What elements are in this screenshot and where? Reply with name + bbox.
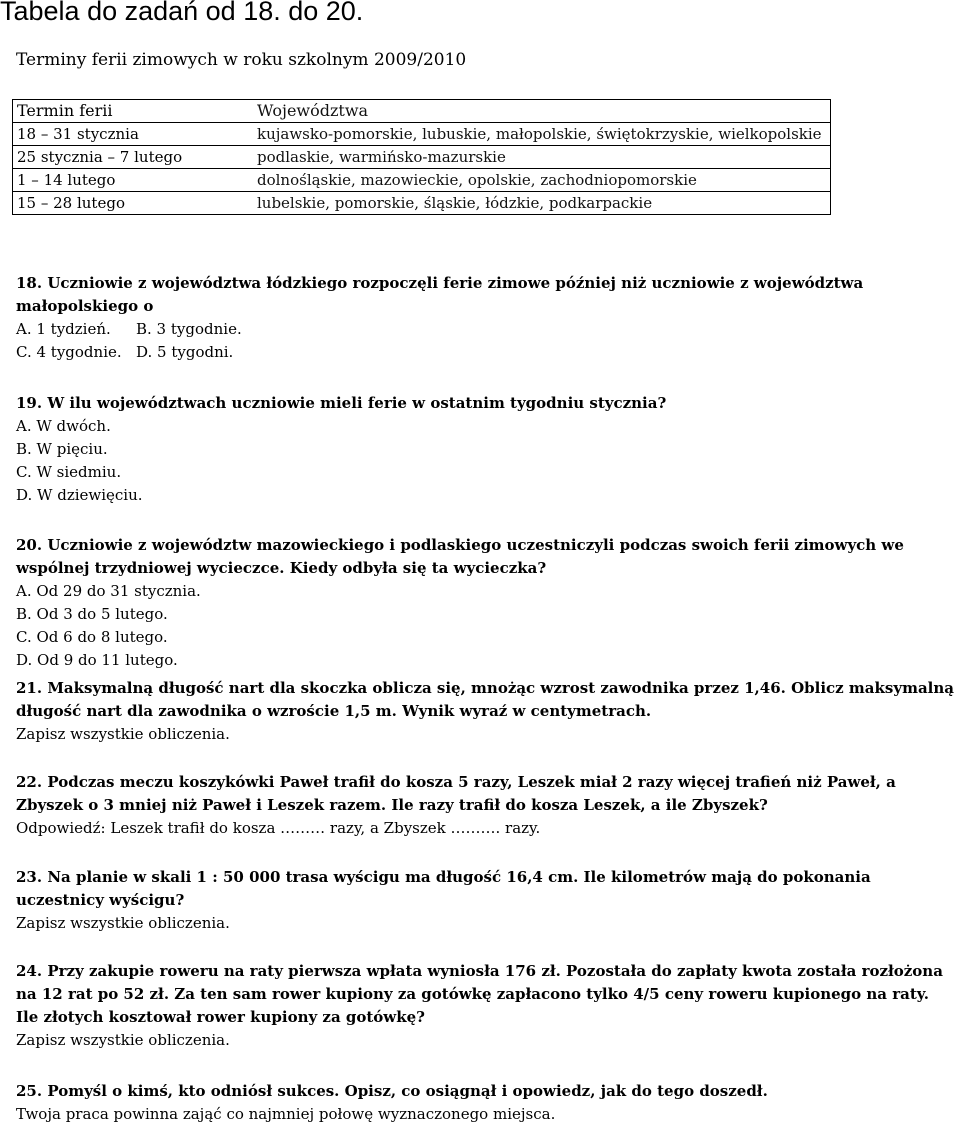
option-d: D. Od 9 do 11 lutego. — [16, 651, 178, 669]
instruction-note: Zapisz wszystkie obliczenia. — [16, 1031, 230, 1049]
voivodeships-cell: podlaskie, warmińsko-mazurskie — [253, 146, 831, 169]
question-21 — [16, 677, 956, 746]
holiday-terms-table — [12, 99, 831, 215]
option-b: B. W pięciu. — [16, 440, 108, 458]
question-text: 20. Uczniowie z województw mazowieckiego i podlaskiego uczestniczyli podczas swoich ferii zimowych we wspólnej trzydniowej wycieczce. Kiedy odbyła się ta wycieczka? — [16, 536, 904, 577]
options-row — [16, 341, 896, 364]
question-text: 19. W ilu województwach uczniowie mieli ferie w ostatnim tygodniu stycznia? — [16, 394, 667, 412]
voivodeships-cell: lubelskie, pomorskie, śląskie, łódzkie, podkarpackie — [253, 192, 831, 215]
answer-line: Odpowiedź: Leszek trafił do kosza ……… razy, a Zbyszek ………. razy. — [16, 819, 541, 837]
instruction-note: Twoja praca powinna zająć co najmniej połowę wyznaczonego miejsca. — [16, 1105, 556, 1123]
voivodeships-cell: dolnośląskie, mazowieckie, opolskie, zachodniopomorskie — [253, 169, 831, 192]
question-19 — [16, 392, 936, 507]
option-a: A. W dwóch. — [16, 417, 111, 435]
question-text: 23. Na planie w skali 1 : 50 000 trasa wyścigu ma długość 16,4 cm. Ile kilometrów mają do pokonania uczestnicy wyścigu? — [16, 868, 871, 909]
question-24 — [16, 960, 951, 1052]
voivodeships-cell: kujawsko-pomorskie, lubuskie, małopolskie, świętokrzyskie, wielkopolskie — [253, 123, 831, 146]
question-20 — [16, 534, 951, 672]
question-text: 24. Przy zakupie roweru na raty pierwsza wpłata wyniosła 176 zł. Pozostała do zapłaty kwota została rozłożona na 12 rat po 52 zł. Za ten sam rower kupiony za gotówkę zapłacono tylko 4/5 ceny roweru kupionego na raty. Ile złotych kosztował rower kupiony za gotówkę? — [16, 962, 943, 1026]
page-title: Tabela do zadań od 18. do 20. — [0, 0, 364, 26]
instruction-note: Zapisz wszystkie obliczenia. — [16, 914, 230, 932]
option-c: C. Od 6 do 8 lutego. — [16, 628, 168, 646]
question-23 — [16, 866, 951, 935]
term-cell: 15 – 28 lutego — [13, 192, 254, 215]
option-b: B. Od 3 do 5 lutego. — [16, 605, 168, 623]
question-25 — [16, 1080, 951, 1126]
question-text: 22. Podczas meczu koszykówki Paweł trafił do kosza 5 razy, Leszek miał 2 razy więcej trafień niż Paweł, a Zbyszek o 3 mniej niż Paweł i Leszek razem. Ile razy trafił do kosza Leszek, a ile Zbyszek? — [16, 773, 896, 814]
header-voivodeships: Województwa — [253, 100, 831, 123]
option-c: C. W siedmiu. — [16, 463, 122, 481]
question-text: 25. Pomyśl o kimś, kto odniósł sukces. Opisz, co osiągnął i opowiedz, jak do tego doszedł. — [16, 1082, 768, 1100]
option-b: B. 3 tygodnie. — [136, 320, 242, 338]
table-header-row — [13, 100, 831, 123]
option-d: D. 5 tygodni. — [136, 343, 234, 361]
header-term: Termin ferii — [13, 100, 254, 123]
table-caption: Terminy ferii zimowych w roku szkolnym 2009/2010 — [16, 50, 467, 70]
table-row — [13, 169, 831, 192]
option-a: A. Od 29 do 31 stycznia. — [16, 582, 201, 600]
term-cell: 1 – 14 lutego — [13, 169, 254, 192]
question-text: 21. Maksymalną długość nart dla skoczka oblicza się, mnożąc wzrost zawodnika przez 1,46. Oblicz maksymalną długość nart dla zawodnika o wzroście 1,5 m. Wynik wyraź w centymetrach. — [16, 679, 954, 720]
question-18 — [16, 272, 896, 364]
option-d: D. W dziewięciu. — [16, 486, 143, 504]
term-cell: 18 – 31 stycznia — [13, 123, 254, 146]
option-a: A. 1 tydzień. — [16, 320, 111, 338]
term-cell: 25 stycznia – 7 lutego — [13, 146, 254, 169]
table-row — [13, 146, 831, 169]
table-row — [13, 192, 831, 215]
question-22 — [16, 771, 916, 840]
question-text: 18. Uczniowie z województwa łódzkiego rozpoczęli ferie zimowe później niż uczniowie z województwa małopolskiego o — [16, 274, 864, 315]
table-row — [13, 123, 831, 146]
instruction-note: Zapisz wszystkie obliczenia. — [16, 725, 230, 743]
option-c: C. 4 tygodnie. — [16, 343, 122, 361]
options-row — [16, 318, 896, 341]
